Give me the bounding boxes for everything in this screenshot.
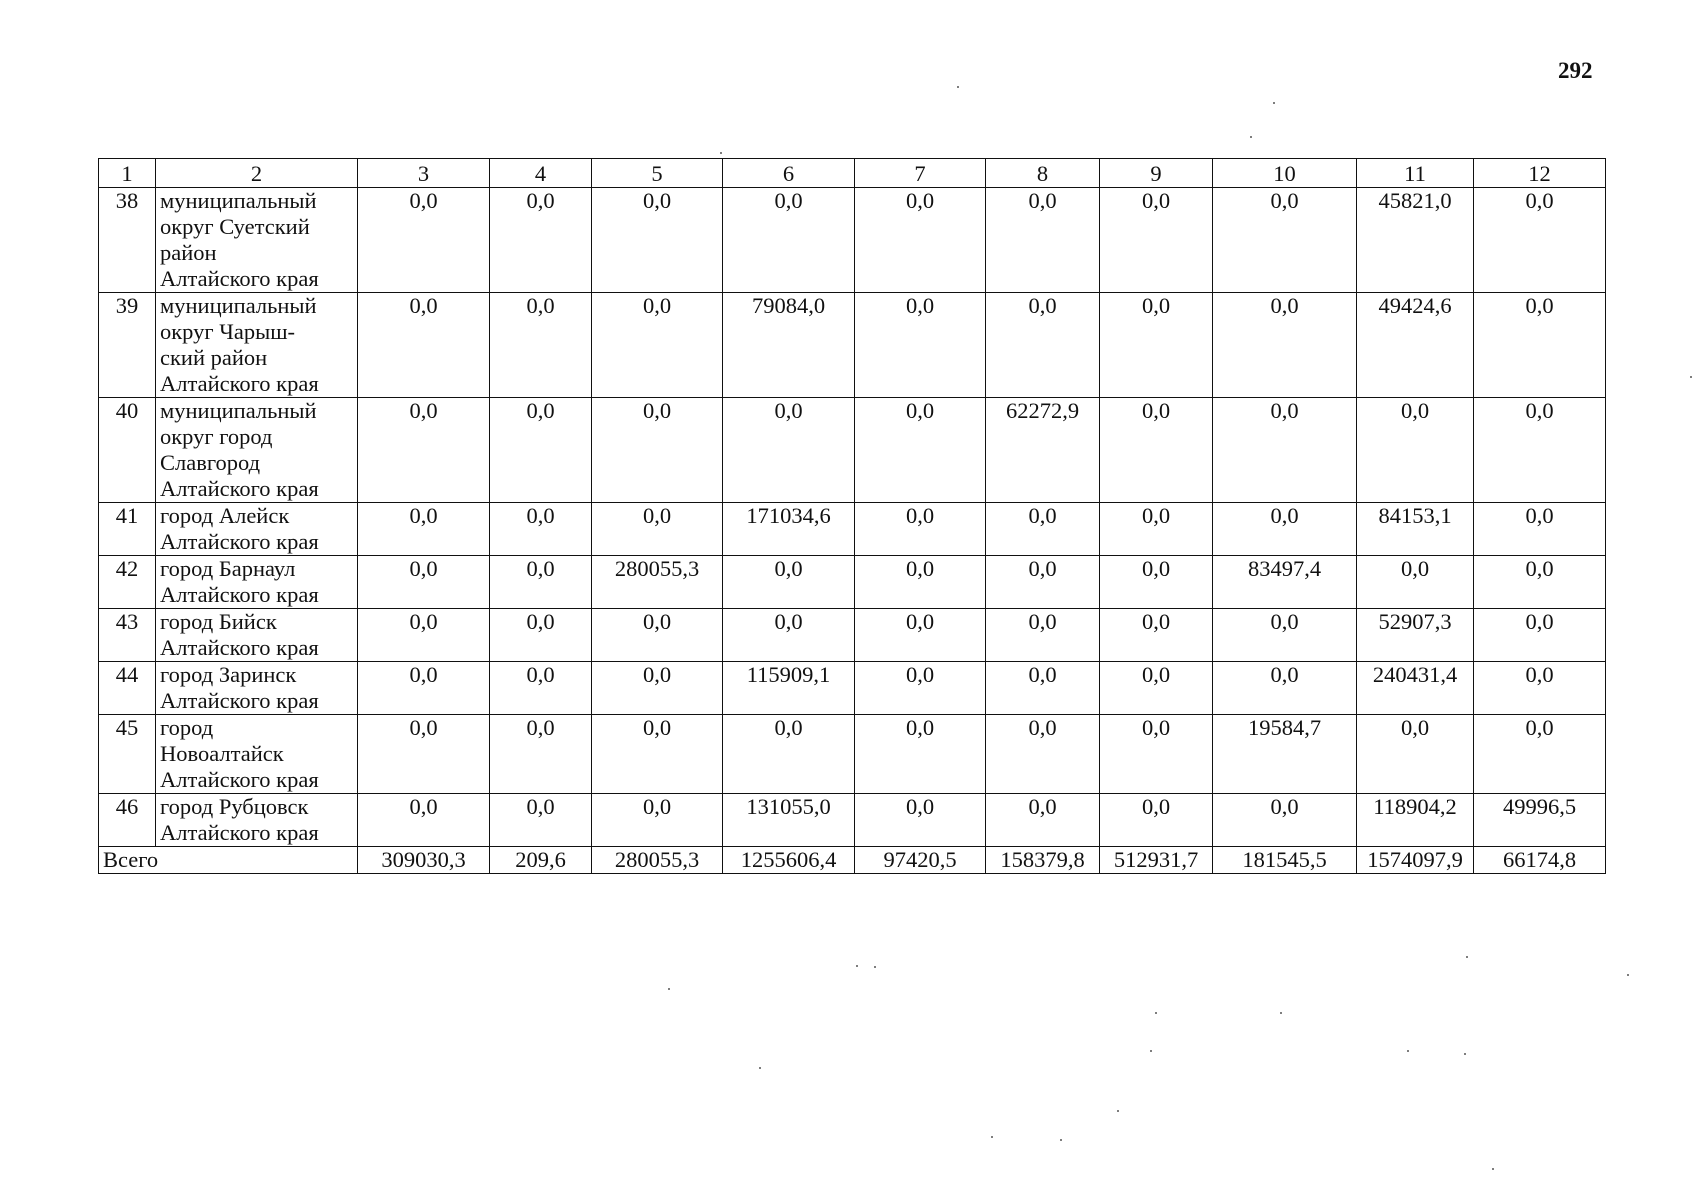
value-cell-col-5: 0,0	[592, 188, 723, 293]
value-cell-col-4: 0,0	[490, 609, 592, 662]
municipality-name-line: Алтайского края	[160, 371, 319, 396]
value-cell-col-3: 0,0	[358, 503, 490, 556]
total-value-col-12: 66174,8	[1474, 847, 1606, 874]
value-cell-col-5: 0,0	[592, 293, 723, 398]
row-number: 46	[99, 794, 156, 847]
total-value-col-3: 309030,3	[358, 847, 490, 874]
column-header: 1	[99, 159, 156, 188]
value-cell-col-8: 0,0	[986, 609, 1100, 662]
value-cell-col-6: 171034,6	[723, 503, 855, 556]
value-cell-col-7: 0,0	[855, 188, 986, 293]
value-cell-col-4: 0,0	[490, 503, 592, 556]
municipality-name-line: город Рубцовск	[160, 794, 309, 819]
value-cell-col-8: 62272,9	[986, 398, 1100, 503]
column-header: 6	[723, 159, 855, 188]
value-cell-col-5: 0,0	[592, 794, 723, 847]
table-row	[99, 794, 1606, 847]
value-cell-col-3: 0,0	[358, 293, 490, 398]
value-cell-col-6: 0,0	[723, 398, 855, 503]
value-cell-col-8: 0,0	[986, 715, 1100, 794]
value-cell-col-12: 0,0	[1474, 293, 1606, 398]
value-cell-col-7: 0,0	[855, 556, 986, 609]
value-cell-col-3: 0,0	[358, 662, 490, 715]
value-cell-col-6: 0,0	[723, 188, 855, 293]
municipality-name-line: город Алейск	[160, 503, 290, 528]
value-cell-col-4: 0,0	[490, 188, 592, 293]
total-value-col-11: 1574097,9	[1357, 847, 1474, 874]
value-cell-col-11: 0,0	[1357, 715, 1474, 794]
value-cell-col-8: 0,0	[986, 188, 1100, 293]
page-number: 292	[1558, 58, 1593, 83]
municipality-name-line: город	[160, 715, 214, 740]
value-cell-col-10: 0,0	[1213, 609, 1357, 662]
value-cell-col-3: 0,0	[358, 188, 490, 293]
municipality-name-line: Алтайского края	[160, 582, 319, 607]
total-value-col-7: 97420,5	[855, 847, 986, 874]
value-cell-col-10: 0,0	[1213, 293, 1357, 398]
row-number: 39	[99, 293, 156, 398]
total-value-col-6: 1255606,4	[723, 847, 855, 874]
column-header: 2	[156, 159, 358, 188]
value-cell-col-6: 79084,0	[723, 293, 855, 398]
total-row	[99, 847, 1606, 874]
value-cell-col-9: 0,0	[1100, 398, 1213, 503]
value-cell-col-12: 0,0	[1474, 556, 1606, 609]
total-value-col-8: 158379,8	[986, 847, 1100, 874]
municipality-name-line: район	[160, 240, 217, 265]
total-value-col-10: 181545,5	[1213, 847, 1357, 874]
municipality-name-line: город Барнаул	[160, 556, 296, 581]
value-cell-col-11: 240431,4	[1357, 662, 1474, 715]
municipality-name-line: ский район	[160, 345, 268, 370]
row-number: 40	[99, 398, 156, 503]
value-cell-col-12: 0,0	[1474, 715, 1606, 794]
value-cell-col-9: 0,0	[1100, 188, 1213, 293]
value-cell-col-7: 0,0	[855, 609, 986, 662]
value-cell-col-4: 0,0	[490, 398, 592, 503]
municipality-name-line: Алтайского края	[160, 688, 319, 713]
municipality-name	[156, 398, 358, 503]
municipality-name-line: Алтайского края	[160, 767, 319, 792]
municipality-name-line: муниципальный	[160, 293, 317, 318]
value-cell-col-9: 0,0	[1100, 609, 1213, 662]
municipality-name-line: Алтайского края	[160, 266, 319, 291]
municipality-name-line: Алтайского края	[160, 635, 319, 660]
table-row	[99, 188, 1606, 293]
municipality-name-line: муниципальный	[160, 188, 317, 213]
value-cell-col-5: 0,0	[592, 398, 723, 503]
table-row	[99, 503, 1606, 556]
value-cell-col-5: 0,0	[592, 503, 723, 556]
value-cell-col-10: 19584,7	[1213, 715, 1357, 794]
table-row	[99, 715, 1606, 794]
value-cell-col-11: 49424,6	[1357, 293, 1474, 398]
value-cell-col-7: 0,0	[855, 662, 986, 715]
value-cell-col-3: 0,0	[358, 715, 490, 794]
column-header: 11	[1357, 159, 1474, 188]
row-number: 44	[99, 662, 156, 715]
value-cell-col-10: 0,0	[1213, 398, 1357, 503]
municipality-name-line: округ Суетский	[160, 214, 310, 239]
row-number: 38	[99, 188, 156, 293]
value-cell-col-11: 0,0	[1357, 556, 1474, 609]
municipality-name	[156, 715, 358, 794]
municipality-name	[156, 609, 358, 662]
value-cell-col-12: 0,0	[1474, 609, 1606, 662]
row-number: 41	[99, 503, 156, 556]
total-value-col-9: 512931,7	[1100, 847, 1213, 874]
value-cell-col-9: 0,0	[1100, 715, 1213, 794]
value-cell-col-7: 0,0	[855, 398, 986, 503]
table-row	[99, 556, 1606, 609]
value-cell-col-11: 118904,2	[1357, 794, 1474, 847]
value-cell-col-4: 0,0	[490, 715, 592, 794]
total-label: Всего	[99, 847, 358, 874]
value-cell-col-4: 0,0	[490, 293, 592, 398]
value-cell-col-9: 0,0	[1100, 293, 1213, 398]
municipality-name-line: округ Чарыш-	[160, 319, 296, 344]
municipality-name-line: город Заринск	[160, 662, 297, 687]
value-cell-col-6: 115909,1	[723, 662, 855, 715]
municipality-name-line: Славгород	[160, 450, 261, 475]
value-cell-col-8: 0,0	[986, 556, 1100, 609]
column-header: 12	[1474, 159, 1606, 188]
value-cell-col-7: 0,0	[855, 794, 986, 847]
value-cell-col-12: 0,0	[1474, 188, 1606, 293]
value-cell-col-9: 0,0	[1100, 662, 1213, 715]
value-cell-col-3: 0,0	[358, 556, 490, 609]
municipality-name-line: Алтайского края	[160, 529, 319, 554]
column-header: 8	[986, 159, 1100, 188]
value-cell-col-6: 0,0	[723, 556, 855, 609]
total-value-col-4: 209,6	[490, 847, 592, 874]
row-number: 42	[99, 556, 156, 609]
value-cell-col-10: 83497,4	[1213, 556, 1357, 609]
value-cell-col-12: 0,0	[1474, 398, 1606, 503]
municipality-name-line: город Бийск	[160, 609, 277, 634]
value-cell-col-9: 0,0	[1100, 556, 1213, 609]
budget-allocation-table	[98, 158, 1606, 874]
value-cell-col-3: 0,0	[358, 609, 490, 662]
row-number: 45	[99, 715, 156, 794]
total-value-col-5: 280055,3	[592, 847, 723, 874]
value-cell-col-11: 0,0	[1357, 398, 1474, 503]
value-cell-col-7: 0,0	[855, 293, 986, 398]
municipality-name	[156, 188, 358, 293]
value-cell-col-10: 0,0	[1213, 794, 1357, 847]
value-cell-col-4: 0,0	[490, 794, 592, 847]
value-cell-col-12: 49996,5	[1474, 794, 1606, 847]
row-number: 43	[99, 609, 156, 662]
value-cell-col-4: 0,0	[490, 556, 592, 609]
value-cell-col-6: 0,0	[723, 715, 855, 794]
table-row	[99, 662, 1606, 715]
municipality-name	[156, 662, 358, 715]
column-header: 9	[1100, 159, 1213, 188]
value-cell-col-3: 0,0	[358, 794, 490, 847]
table-row	[99, 609, 1606, 662]
value-cell-col-9: 0,0	[1100, 503, 1213, 556]
municipality-name	[156, 794, 358, 847]
value-cell-col-12: 0,0	[1474, 503, 1606, 556]
municipality-name-line: Новоалтайск	[160, 741, 284, 766]
municipality-name-line: округ город	[160, 424, 273, 449]
value-cell-col-5: 0,0	[592, 609, 723, 662]
value-cell-col-10: 0,0	[1213, 188, 1357, 293]
value-cell-col-8: 0,0	[986, 293, 1100, 398]
value-cell-col-6: 131055,0	[723, 794, 855, 847]
municipality-name-line: муниципальный	[160, 398, 317, 423]
value-cell-col-4: 0,0	[490, 662, 592, 715]
column-header: 7	[855, 159, 986, 188]
table-row	[99, 398, 1606, 503]
column-header: 10	[1213, 159, 1357, 188]
value-cell-col-5: 280055,3	[592, 556, 723, 609]
value-cell-col-8: 0,0	[986, 662, 1100, 715]
value-cell-col-11: 84153,1	[1357, 503, 1474, 556]
value-cell-col-11: 45821,0	[1357, 188, 1474, 293]
value-cell-col-8: 0,0	[986, 503, 1100, 556]
value-cell-col-7: 0,0	[855, 503, 986, 556]
value-cell-col-10: 0,0	[1213, 503, 1357, 556]
column-number-header-row	[99, 159, 1606, 188]
municipality-name	[156, 503, 358, 556]
value-cell-col-10: 0,0	[1213, 662, 1357, 715]
municipality-name	[156, 293, 358, 398]
column-header: 4	[490, 159, 592, 188]
value-cell-col-5: 0,0	[592, 715, 723, 794]
municipality-name-line: Алтайского края	[160, 476, 319, 501]
column-header: 5	[592, 159, 723, 188]
value-cell-col-3: 0,0	[358, 398, 490, 503]
value-cell-col-8: 0,0	[986, 794, 1100, 847]
value-cell-col-5: 0,0	[592, 662, 723, 715]
value-cell-col-9: 0,0	[1100, 794, 1213, 847]
column-header: 3	[358, 159, 490, 188]
municipality-name-line: Алтайского края	[160, 820, 319, 845]
municipality-name	[156, 556, 358, 609]
value-cell-col-6: 0,0	[723, 609, 855, 662]
value-cell-col-12: 0,0	[1474, 662, 1606, 715]
value-cell-col-11: 52907,3	[1357, 609, 1474, 662]
value-cell-col-7: 0,0	[855, 715, 986, 794]
table-row	[99, 293, 1606, 398]
